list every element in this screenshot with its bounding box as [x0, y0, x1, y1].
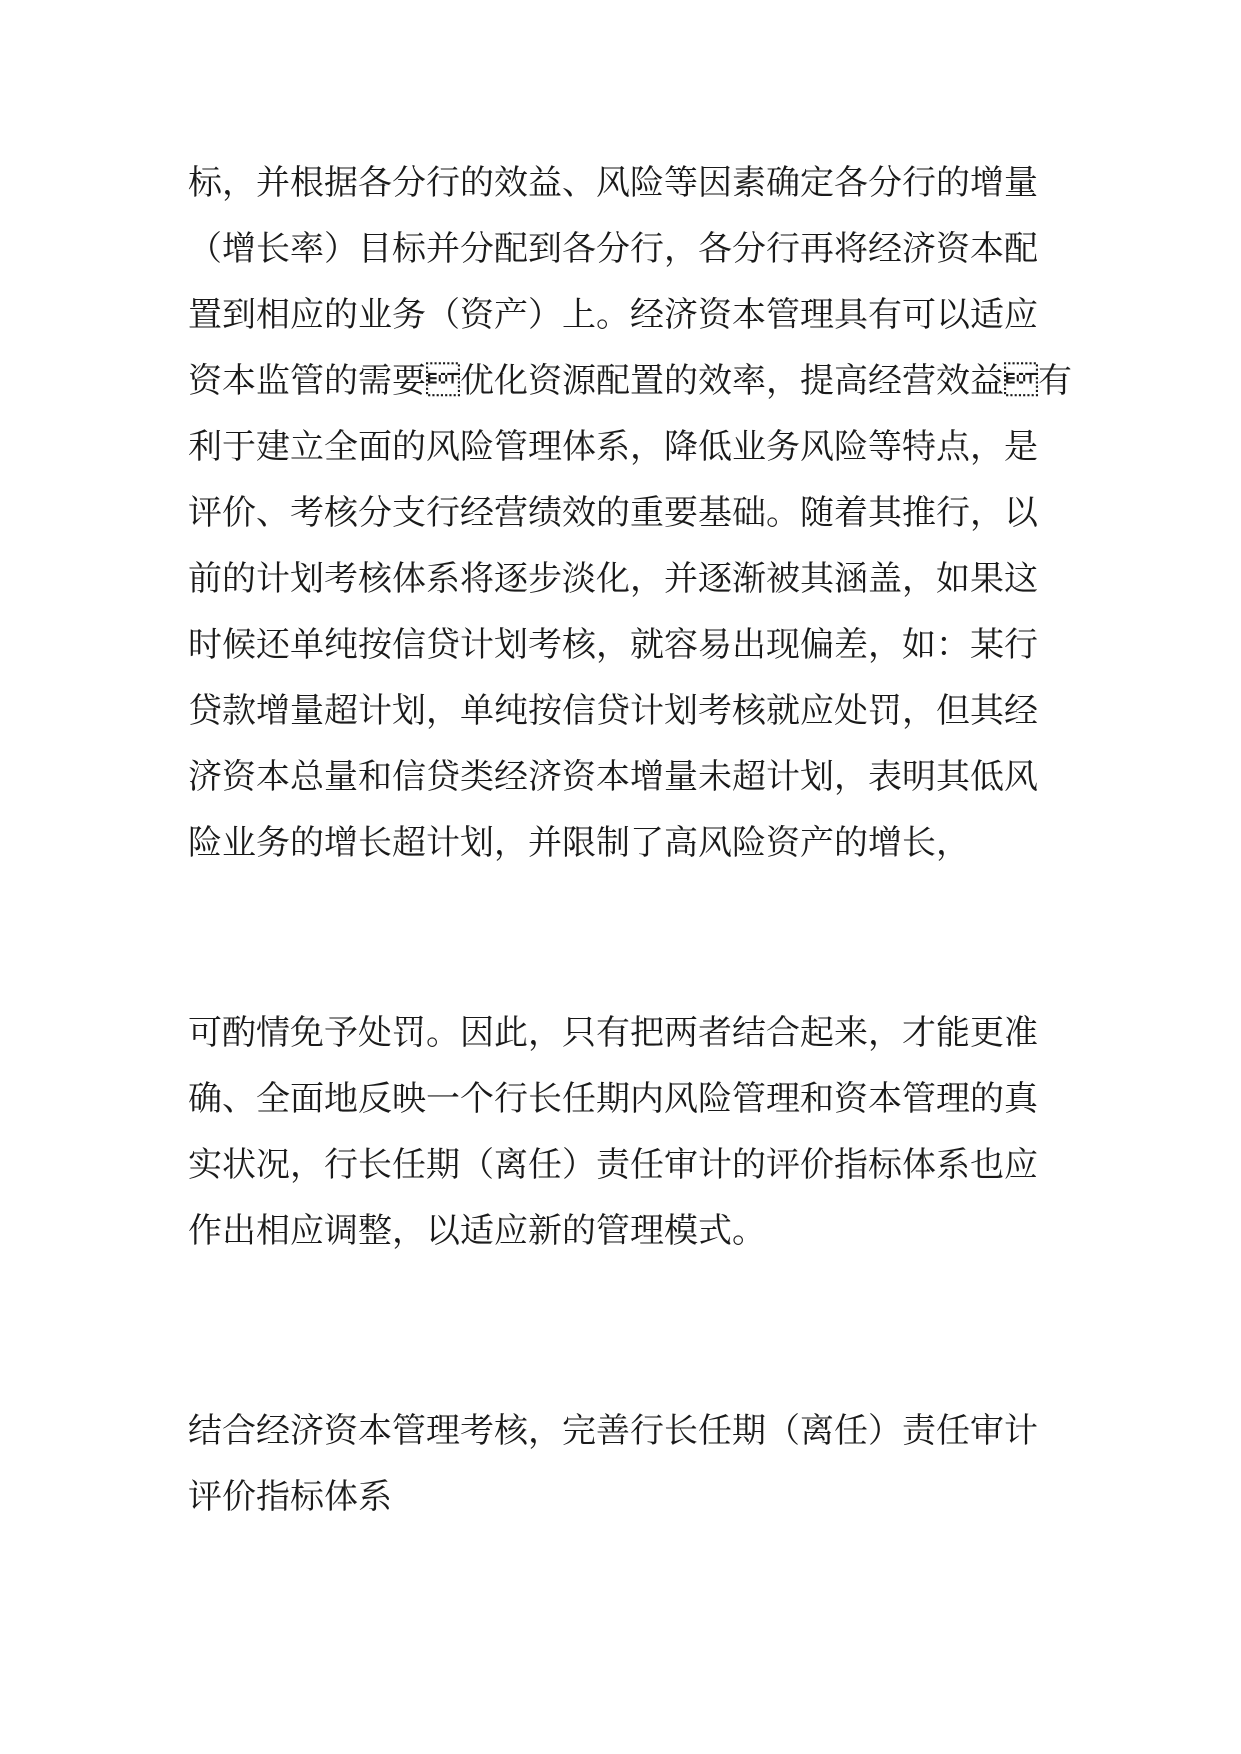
- text-line: 标，并根据各分行的效益、风险等因素确定各分行的增量: [188, 163, 1038, 203]
- text-line: 实状况，行长任期（离任）责任审计的评价指标体系也应: [188, 1145, 1038, 1185]
- text-line: 作出相应调整，以适应新的管理模式。: [188, 1211, 766, 1251]
- text-line: 时候还单纯按信贷计划考核，就容易出现偏差，如：某行: [188, 625, 1038, 665]
- text-line: 前的计划考核体系将逐步淡化，并逐渐被其涵盖，如果这: [188, 559, 1038, 599]
- text-line: 可酌情免予处罚。因此，只有把两者结合起来，才能更准: [188, 1013, 1038, 1053]
- text-line: 利于建立全面的风险管理体系，降低业务风险等特点，是: [188, 427, 1038, 467]
- text-line: 险业务的增长超计划，并限制了高风险资产的增长，: [188, 823, 970, 863]
- heading-line: 结合经济资本管理考核，完善行长任期（离任）责任审计: [188, 1411, 1038, 1451]
- text-line: 置到相应的业务（资产）上。经济资本管理具有可以适应: [188, 295, 1038, 335]
- text-line: 确、全面地反映一个行长任期内风险管理和资本管理的真: [188, 1079, 1038, 1119]
- text-line: 济资本总量和信贷类经济资本增量未超计划，表明其低风: [188, 757, 1038, 797]
- text-line: 评价、考核分支行经营绩效的重要基础。随着其推行，以: [188, 493, 1038, 533]
- text-line: 资本监管的需要优化资源配置的效率，提高经营效益有: [188, 361, 1072, 401]
- section-heading: [188, 1398, 1068, 1530]
- body-paragraph-2: [188, 1000, 1068, 1264]
- heading-line: 评价指标体系: [188, 1477, 392, 1517]
- body-paragraph-1: [188, 150, 1072, 876]
- text-line: （增长率）目标并分配到各分行，各分行再将经济资本配: [188, 229, 1038, 269]
- text-line: 贷款增量超计划，单纯按信贷计划考核就应处罚，但其经: [188, 691, 1038, 731]
